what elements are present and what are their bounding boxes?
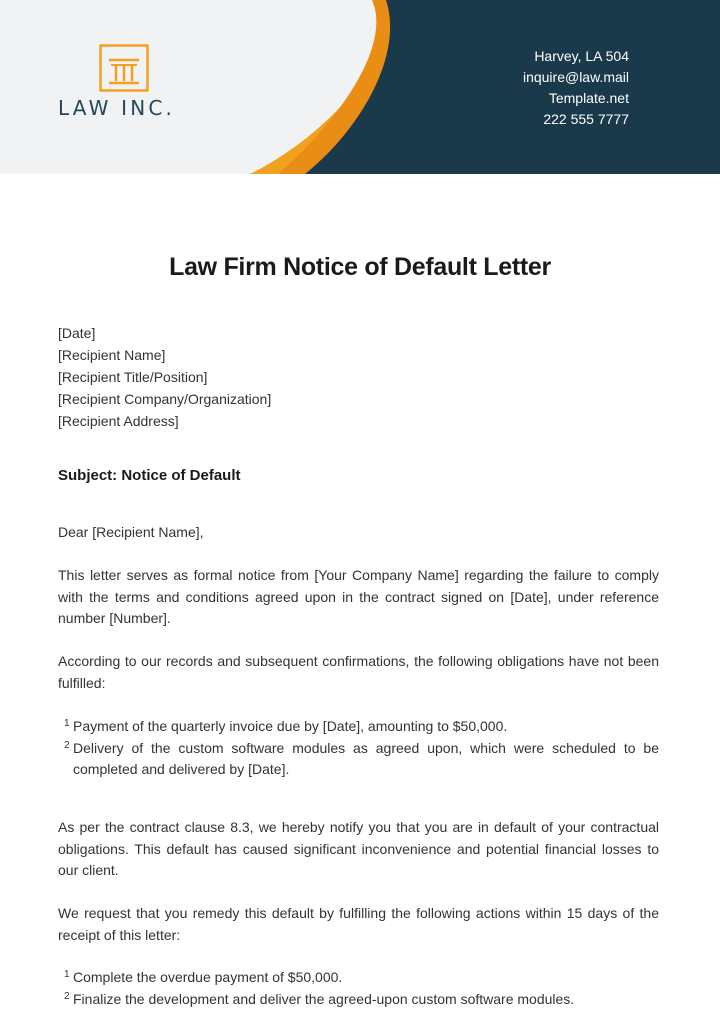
list-item <box>64 738 659 781</box>
salutation: Dear [Recipient Name], <box>58 524 204 540</box>
contact-address: Harvey, LA 504 <box>534 48 629 64</box>
list-item-text: Finalize the development and deliver the agreed-upon custom software modules. <box>73 990 575 1007</box>
list-number: 1 <box>64 718 70 729</box>
list-item-text: Payment of the quarterly invoice due by [Date], amounting to $50,000. <box>73 718 508 734</box>
contact-info <box>523 46 629 130</box>
paragraph-intro: This letter serves as formal notice from [Your Company Name] regarding the failure to comply with the terms and conditions agreed upon in the contract signed on [Date], under reference number [Number]. <box>58 567 659 626</box>
list-item <box>64 716 659 738</box>
list-number: 2 <box>64 990 70 1002</box>
list-item <box>64 967 659 989</box>
list-item-text: Complete the overdue payment of $50,000. <box>73 969 343 985</box>
contact-phone: 222 555 7777 <box>543 111 629 127</box>
list-item <box>64 989 659 1011</box>
contact-website: Template.net <box>548 90 629 106</box>
recipient-company-line: [Recipient Company/Organization] <box>58 391 272 407</box>
list-item-text: Delivery of the custom software modules as agreed upon, which were scheduled to be completed and delivered by [Date]. <box>73 739 659 777</box>
date-line: [Date] <box>58 325 96 341</box>
recipient-block <box>58 322 271 432</box>
actions-list <box>64 967 659 1010</box>
paragraph-obligations: According to our records and subsequent confirmations, the following obligations have not been fulfilled: <box>58 653 659 691</box>
letterhead <box>0 0 720 174</box>
pillar-building-icon <box>99 44 149 92</box>
recipient-title-line: [Recipient Title/Position] <box>58 369 208 385</box>
letter-title: Law Firm Notice of Default Letter <box>169 253 551 281</box>
recipient-address-line: [Recipient Address] <box>58 413 179 429</box>
paragraph-default: As per the contract clause 8.3, we hereby notify you that you are in default of your contractual obligations. This default has caused significant inconvenience and potential financial losses to our client. <box>58 819 659 878</box>
subject-line: Subject: Notice of Default <box>58 467 241 484</box>
brand-name: LAW INC. <box>58 96 176 120</box>
paragraph-request: We request that you remedy this default by fulfilling the following actions within 15 days of the receipt of this letter: <box>58 905 659 943</box>
recipient-name-line: [Recipient Name] <box>58 347 166 363</box>
list-number: 1 <box>64 969 70 980</box>
contact-email: inquire@law.mail <box>522 69 629 85</box>
list-number: 2 <box>64 739 70 751</box>
obligations-list <box>64 716 659 781</box>
